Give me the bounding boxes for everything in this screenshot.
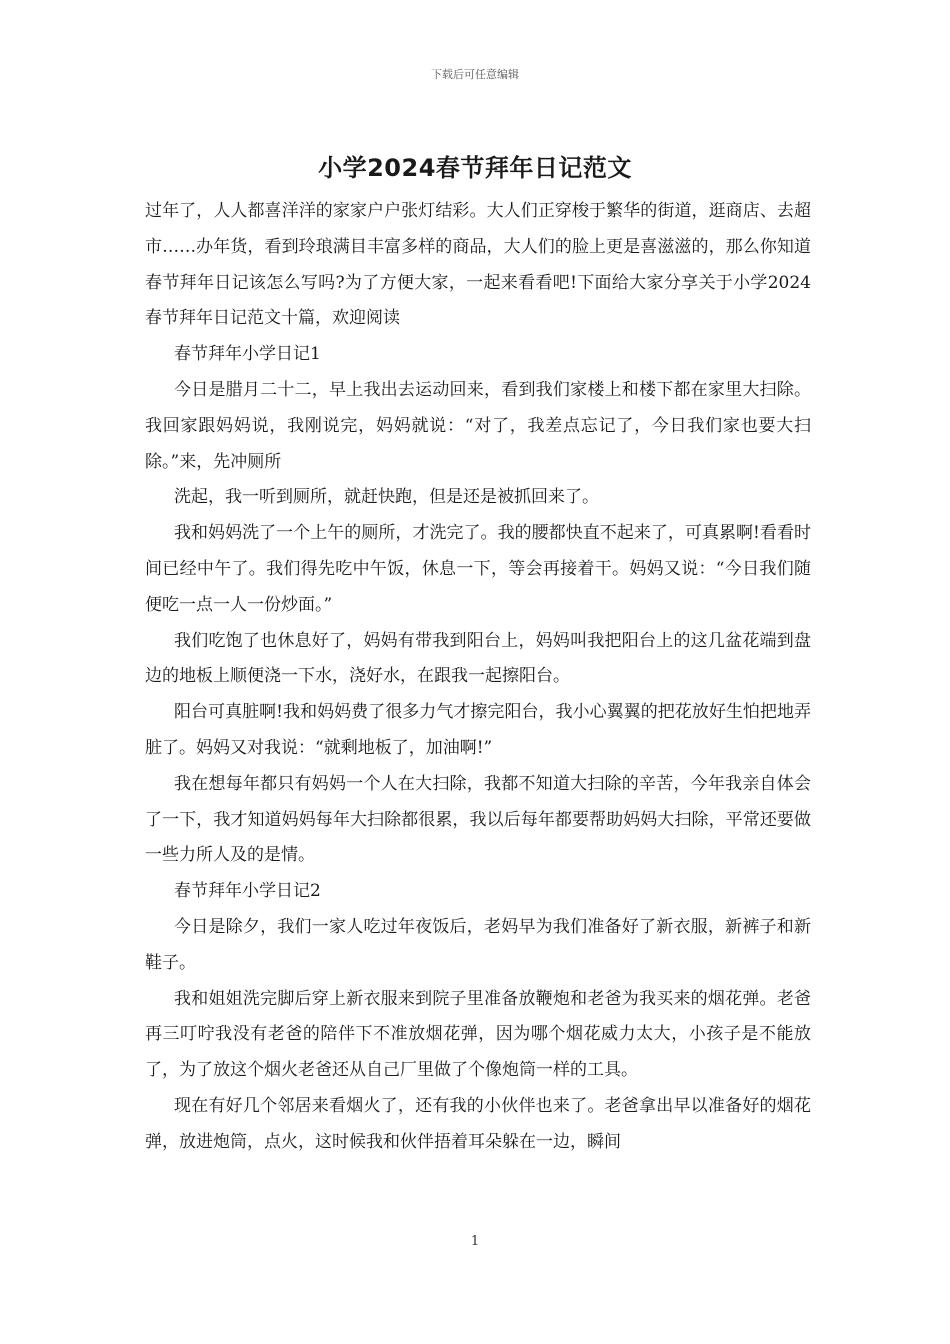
paragraph: 春节拜年小学日记1 xyxy=(174,344,321,365)
paragraph: 洗起，我一听到厕所，就赶快跑，但是还是被抓回来了。 xyxy=(174,487,599,508)
header-note: 下载后可任意编辑 xyxy=(431,68,519,81)
paragraph: 我们吃饱了也休息好了，妈妈有带我到阳台上，妈妈叫我把阳台上的这几盆花端到盘边的地板上顺便浇一下水，浇好水，在跟我一起擦阳台。 xyxy=(145,630,811,687)
paragraph: 今日是腊月二十二，早上我出去运动回来，看到我们家楼上和楼下都在家里大扫除。我回家跟妈妈说，我刚说完，妈妈就说：“对了，我差点忘记了，今日我们家也要大扫除。”来，先冲厕所 xyxy=(145,379,811,472)
paragraph: 今日是除夕，我们一家人吃过年夜饭后，老妈早为我们准备好了新衣服，新裤子和新鞋子。 xyxy=(145,916,811,973)
paragraph: 我在想每年都只有妈妈一个人在大扫除，我都不知道大扫除的辛苦，今年我亲自体会了一下，我才知道妈妈每年大扫除都很累，我以后每年都要帮助妈妈大扫除，平常还要做一些力所人及的是情。 xyxy=(145,773,811,866)
paragraph: 过年了，人人都喜洋洋的家家户户张灯结彩。大人们正穿梭于繁华的街道，逛商店、去超市……办年货，看到玲琅满目丰富多样的商品，大人们的脸上更是喜滋滋的，那么你知道春节拜年日记该怎么写吗?为了方便大家，一起来看看吧!下面给大家分享关于小学2024春节拜年日记范文十篇，欢迎阅读 xyxy=(145,201,811,329)
paragraph: 我和妈妈洗了一个上午的厕所，才洗完了。我的腰都快直不起来了，可真累啊!看看时间已经中午了。我们得先吃中午饭，休息一下，等会再接着干。妈妈又说：“今日我们随便吃一点一人一份炒面。” xyxy=(145,523,811,615)
page-number: 1 xyxy=(470,1234,480,1249)
paragraph: 阳台可真脏啊!我和妈妈费了很多力气才擦完阳台，我小心翼翼的把花放好生怕把地弄脏了。妈妈又对我说：“就剩地板了，加油啊!” xyxy=(145,702,811,758)
paragraph: 春节拜年小学日记2 xyxy=(174,881,321,902)
document-title: 小学2024春节拜年日记范文 xyxy=(318,154,632,182)
document-body xyxy=(145,194,811,1161)
paragraph: 我和姐姐洗完脚后穿上新衣服来到院子里准备放鞭炮和老爸为我买来的烟花弹。老爸再三叮咛我没有老爸的陪伴下不准放烟花弹，因为哪个烟花威力太大，小孩子是不能放了，为了放这个烟火老爸还从自己厂里做了个像炮筒一样的工具。 xyxy=(145,988,811,1081)
paragraph: 现在有好几个邻居来看烟火了，还有我的小伙伴也来了。老爸拿出早以准备好的烟花弹，放进炮筒，点火，这时候我和伙伴捂着耳朵躲在一边，瞬间 xyxy=(145,1095,811,1152)
